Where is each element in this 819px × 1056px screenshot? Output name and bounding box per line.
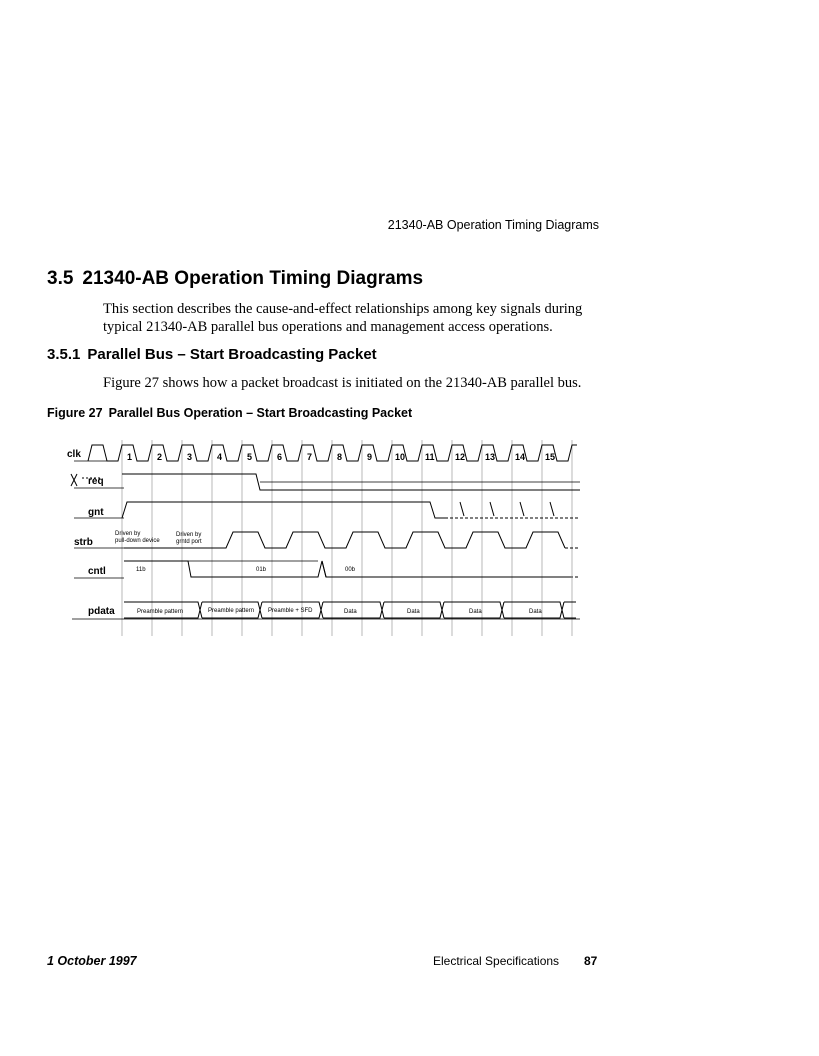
signal-label-pdata: pdata [88,606,115,617]
cycle-number: 9 [367,452,373,462]
cycle-number: 7 [307,452,313,462]
timing-diagram [60,440,590,640]
cntl-transition [322,561,326,577]
cycle-number: 4 [217,452,223,462]
cycle-number: 6 [277,452,283,462]
cycle-number: 15 [545,452,556,462]
signal-label-req: req [88,476,104,487]
cntl-value-11b: 11b [136,567,146,573]
footer-section: Electrical Specifications [433,954,560,968]
subsection-paragraph: Figure 27 shows how a packet broadcast is initiated on the 21340-AB parallel bus. [103,375,582,391]
figure-caption [47,406,412,420]
figure-title: Parallel Bus Operation – Start Broadcasting Packet [108,406,413,420]
pdata-values [137,608,542,615]
pdata-data-4: Data [529,609,542,615]
pdata-data-2: Data [407,609,420,615]
cycle-number: 14 [515,452,526,462]
pdata-preamble-1: Preamble pattern [137,609,184,615]
strb-note-granted: grntd port [176,539,202,545]
gnt-waveform [122,502,445,518]
signal-label-strb: strb [74,537,93,548]
cntl-values [136,567,356,573]
strb-note-pulldown: pull-down device [115,538,160,544]
pdata-preamble-2: Preamble pattern [208,608,255,614]
gnt-release-edges [460,502,554,516]
cycle-number: 13 [485,452,496,462]
footer-date: 1 October 1997 [47,954,137,968]
clock-cycle-numbers [127,452,555,462]
pdata-data-3: Data [469,609,482,615]
cycle-number: 12 [455,452,466,462]
cycle-number: 2 [157,452,163,462]
cntl-value-00b: 00b [345,567,356,573]
cycle-number: 8 [337,452,343,462]
cycle-number: 3 [187,452,193,462]
signal-label-gnt: gnt [88,507,104,518]
strb-annotations [115,531,202,545]
pdata-data-1: Data [344,609,357,615]
page-number: 87 [584,954,598,968]
cycle-number: 11 [425,452,435,462]
subsection-heading [47,346,377,363]
section-number: 3.5 [47,268,74,289]
subsection-title: Parallel Bus – Start Broadcasting Packet [87,346,377,363]
subsection-number: 3.5.1 [47,346,81,363]
figure-label: Figure 27 [47,406,103,420]
strb-note-driven-by-2: Driven by [176,532,202,538]
signal-label-clk: clk [67,449,81,460]
cycle-number: 5 [247,452,253,462]
cycle-gridlines [122,440,572,636]
cntl-value-01b: 01b [256,567,267,573]
section-intro-paragraph: This section describes the cause-and-effect relationships among key signals during typical 21340-AB parallel bus operations and management access operations. [103,301,583,335]
section-title: 21340-AB Operation Timing Diagrams [82,268,424,289]
strb-note-driven-by: Driven by [115,531,141,537]
cycle-number: 10 [395,452,406,462]
running-header: 21340-AB Operation Timing Diagrams [387,218,599,232]
cycle-number: 1 [127,452,133,462]
section-heading [47,268,423,290]
signal-label-cntl: cntl [88,566,106,577]
pdata-preamble-sfd: Preamble + SFD [268,608,313,614]
